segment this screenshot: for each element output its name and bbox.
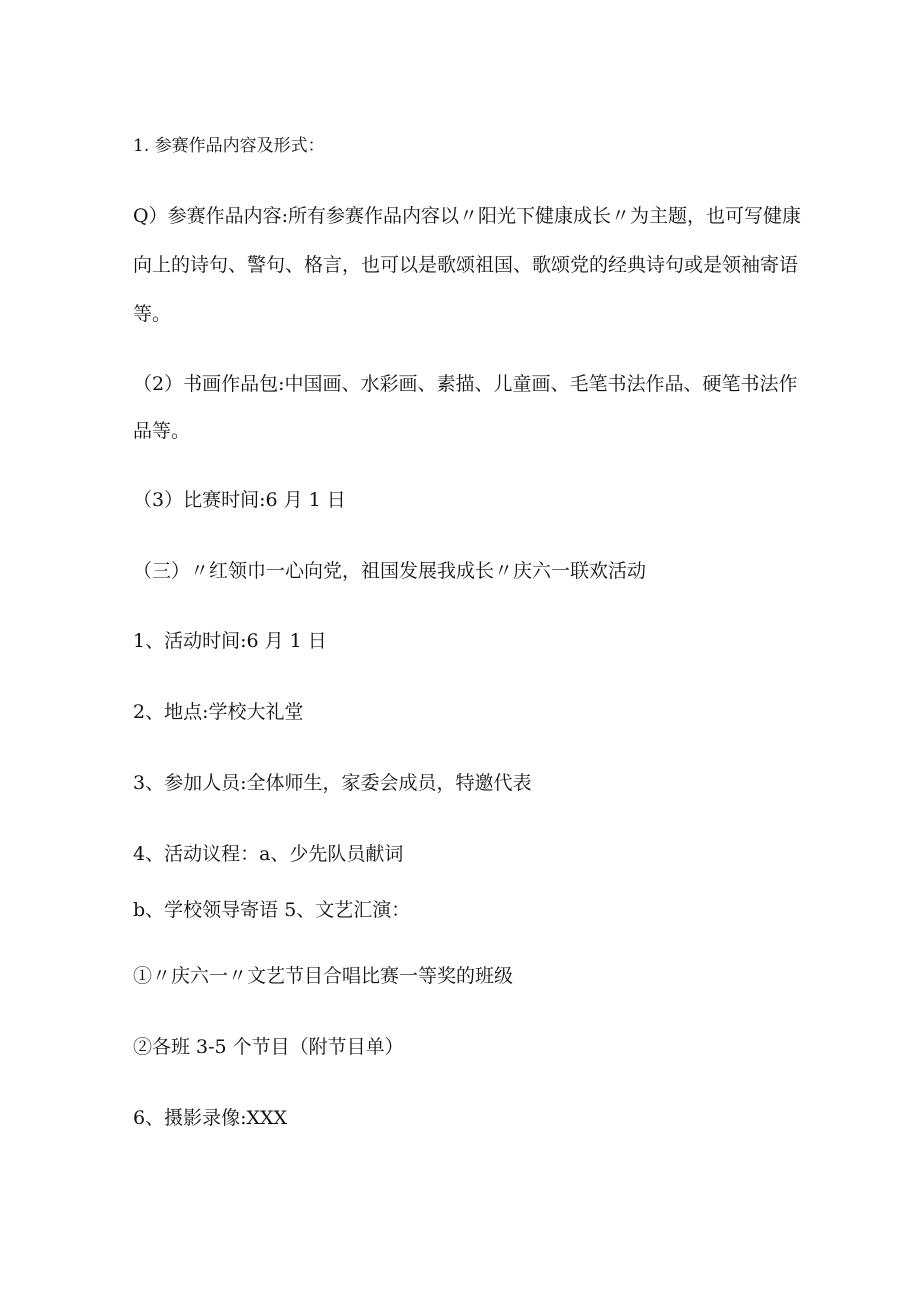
paragraph-line: 向上的诗句、警句、格言，也可以是歌颂祖国、歌颂党的经典诗句或是领袖寄语 — [133, 254, 799, 276]
paragraph-line: Q）参赛作品内容:所有参赛作品内容以〃阳光下健康成长〃为主题，也可写健康 — [133, 205, 801, 227]
paragraph-line: 品等。 — [133, 420, 191, 442]
list-item: 6、摄影录像:XXX — [133, 1107, 288, 1129]
section-heading-entry-content: 1. 参赛作品内容及形式： — [133, 136, 325, 156]
list-item: b、学校领导寄语 5、文艺汇演： — [133, 899, 411, 921]
list-item: 2、地点:学校大礼堂 — [133, 701, 304, 723]
list-item: ②各班 3-5 个节目（附节目单） — [133, 1036, 404, 1058]
list-item: ①〃庆六一〃文艺节目合唱比赛一等奖的班级 — [133, 965, 514, 987]
list-item: 1、活动时间:6 月 1 日 — [133, 630, 327, 652]
paragraph-line: 等。 — [133, 303, 172, 325]
section-heading-celebration: （三）〃红领巾一心向党，祖国发展我成长〃庆六一联欢活动 — [133, 560, 647, 582]
list-item: 3、参加人员:全体师生，家委会成员，特邀代表 — [133, 772, 532, 794]
paragraph-line: （2）书画作品包:中国画、水彩画、素描、儿童画、毛笔书法作品、硬笔书法作 — [133, 373, 798, 395]
paragraph-line: （3）比赛时间:6 月 1 日 — [133, 489, 346, 511]
list-item: 4、活动议程：a、少先队员献词 — [133, 843, 404, 865]
